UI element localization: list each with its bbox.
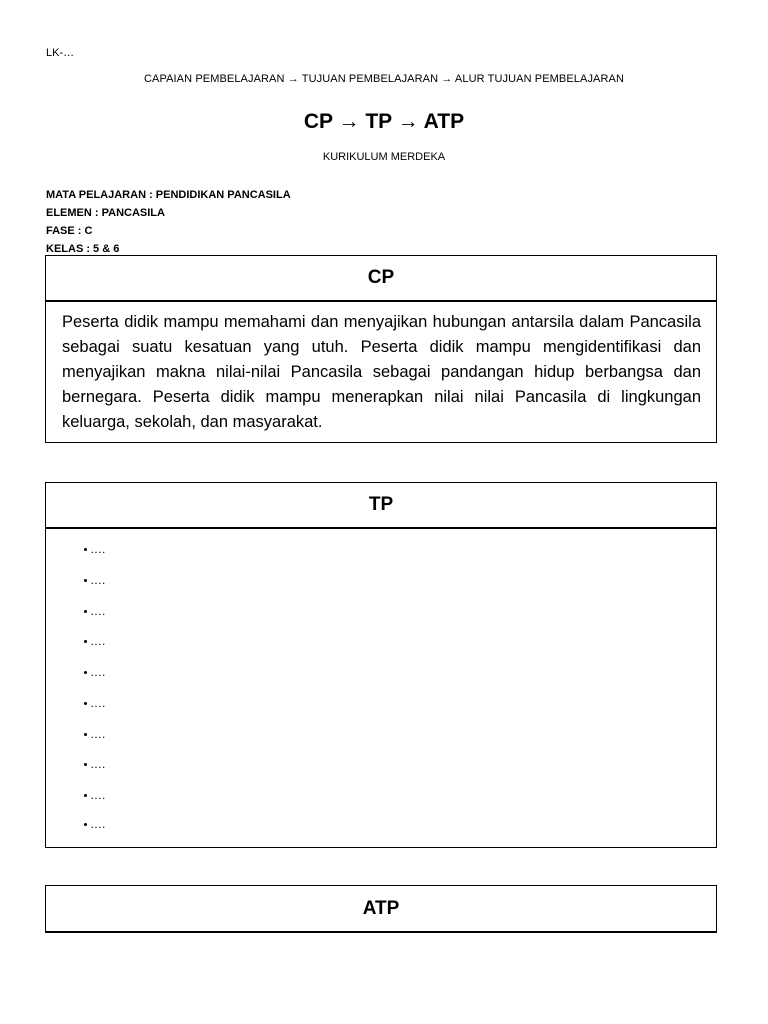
- bullet-icon: [84, 671, 87, 674]
- tp-item-text: ….: [90, 604, 106, 618]
- tp-item-text: ….: [90, 757, 106, 771]
- tp-item-text: ….: [90, 817, 106, 831]
- tp-item: [84, 696, 105, 710]
- atp-heading: ATP: [362, 898, 400, 919]
- tp-section: [45, 482, 717, 848]
- bullet-icon: [84, 763, 87, 766]
- phase-line: FASE : C: [46, 225, 93, 237]
- bullet-icon: [84, 733, 87, 736]
- bullet-icon: [84, 702, 87, 705]
- element-line: ELEMEN : PANCASILA: [46, 207, 165, 219]
- document-title: CP → TP → ATP: [303, 110, 465, 133]
- tp-item: [84, 634, 105, 648]
- class-line: KELAS : 5 & 6: [46, 243, 120, 255]
- tp-item: [84, 727, 105, 741]
- tp-item-text: ….: [90, 573, 106, 587]
- subject-info: [46, 186, 291, 258]
- tp-heading: TP: [46, 483, 716, 529]
- tp-item: [84, 604, 105, 618]
- tp-item: [84, 542, 105, 556]
- tp-item: [84, 817, 105, 831]
- curriculum-label: KURIKULUM MERDEKA: [322, 151, 446, 163]
- bullet-icon: [84, 579, 87, 582]
- bullet-icon: [84, 640, 87, 643]
- tp-item-text: ….: [90, 696, 106, 710]
- atp-section: [45, 885, 717, 933]
- tp-item: [84, 788, 105, 802]
- tp-item-text: ….: [90, 727, 106, 741]
- tp-item: [84, 665, 105, 679]
- cp-section: [45, 255, 717, 443]
- bullet-icon: [84, 823, 87, 826]
- cp-text: Peserta didik mampu memahami dan menyajikan hubungan antarsila dalam Pancasila sebagai suatu kesatuan yang utuh. Peserta didik mampu mengidentifikasi dan menyajikan makna nilai-nilai Pancasila sebagai pandangan hidup berbangsa dan bernegara. Peserta didik mampu menerapkan nilai nilai Pancasila di lingkungan keluarga, sekolah, dan masyarakat.: [62, 313, 701, 431]
- cp-body: [46, 302, 716, 443]
- tp-item-text: ….: [90, 542, 106, 556]
- bullet-icon: [84, 610, 87, 613]
- tp-item-text: ….: [90, 634, 106, 648]
- tp-item-text: ….: [90, 665, 106, 679]
- bullet-icon: [84, 548, 87, 551]
- subject-line: MATA PELAJARAN : PENDIDIKAN PANCASILA: [46, 189, 291, 201]
- tp-item: [84, 573, 105, 587]
- bullet-icon: [84, 794, 87, 797]
- document-subtitle: CAPAIAN PEMBELAJARAN → TUJUAN PEMBELAJARAN → ALUR TUJUAN PEMBELAJARAN: [143, 73, 625, 85]
- cp-heading: CP: [46, 256, 716, 302]
- tp-item-text: ….: [90, 788, 106, 802]
- tp-item: [84, 757, 105, 771]
- worksheet-number: LK-…: [46, 47, 75, 59]
